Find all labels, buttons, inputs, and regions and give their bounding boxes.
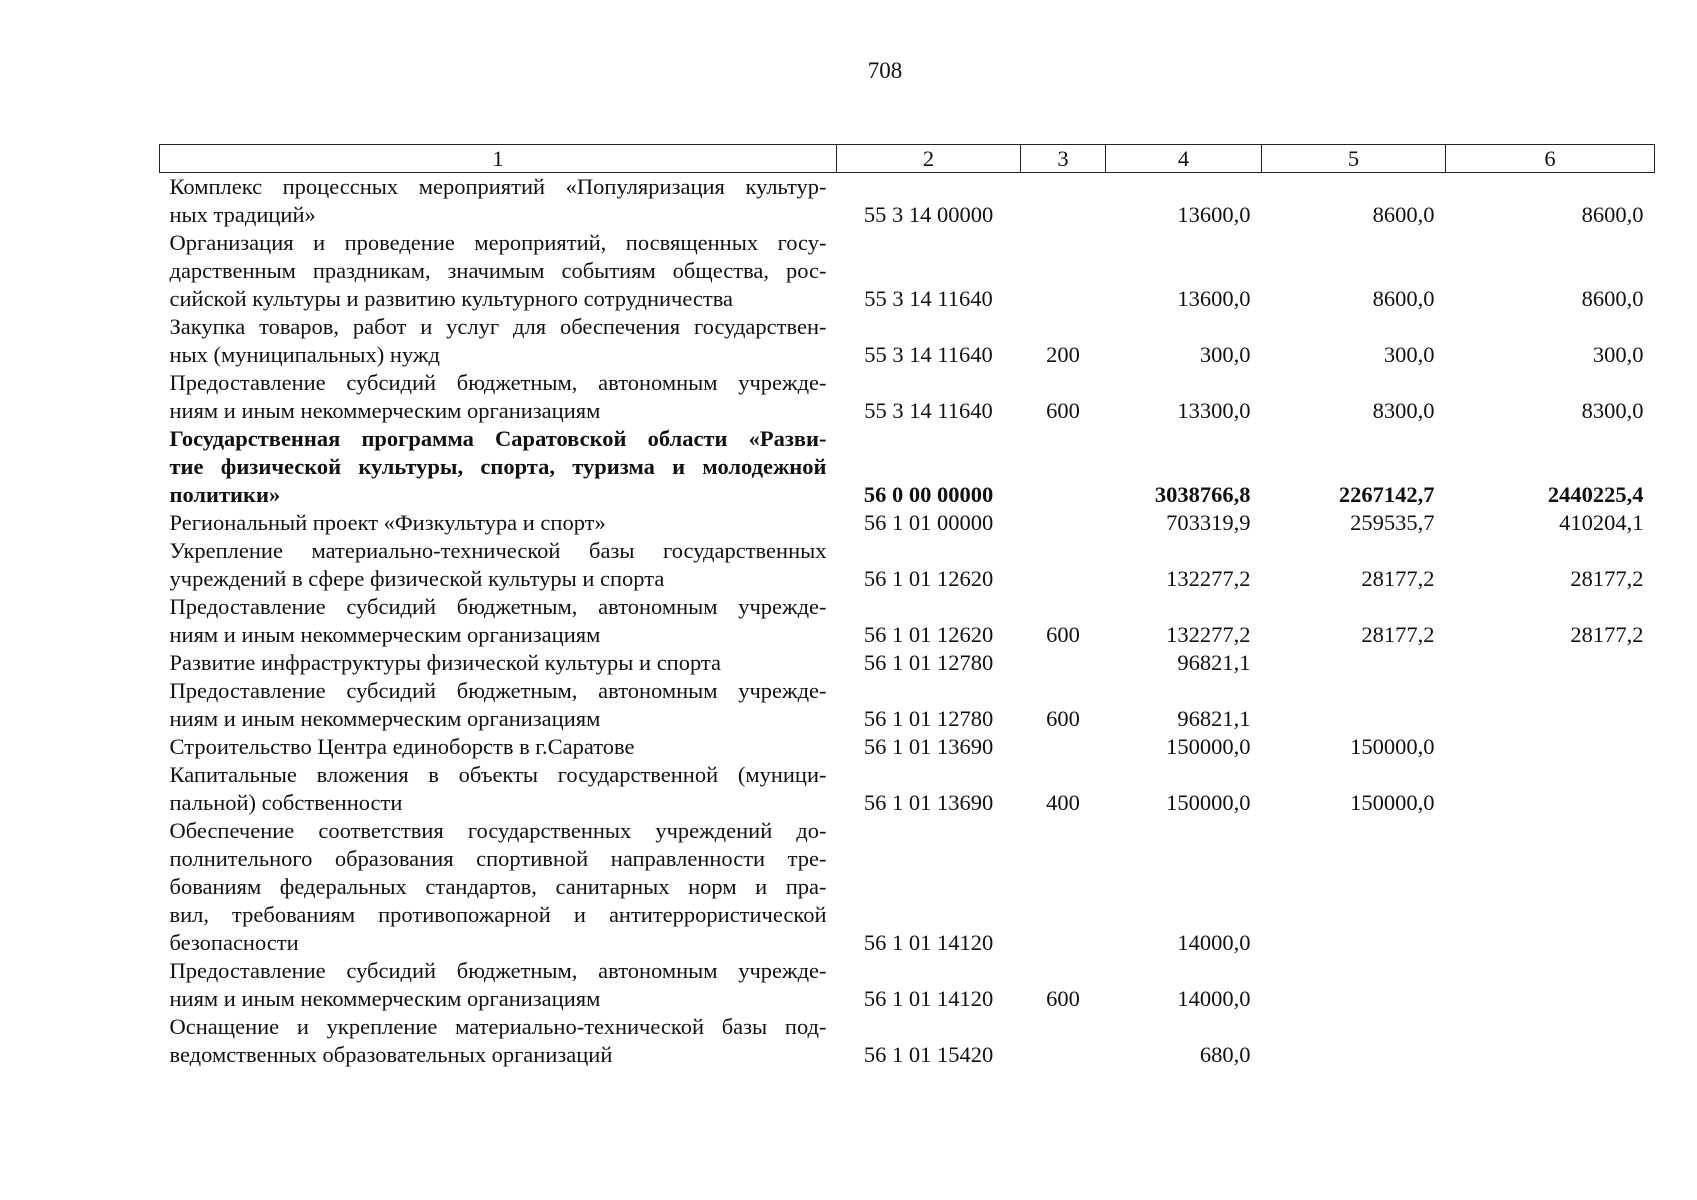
expense-type: 600 [1046,986,1080,1011]
amount-col4: 680,0 [1199,1042,1251,1067]
amount-col4: 13300,0 [1177,398,1251,423]
target-code: 56 1 01 14120 [863,930,994,955]
table-row [160,1013,1655,1069]
table-row [160,761,1655,817]
target-code: 55 3 14 11640 [864,398,993,423]
row-description [160,313,837,369]
amount-col5: 300,0 [1383,342,1435,367]
expense-type [1021,1013,1106,1069]
target-code: 56 1 01 13690 [863,790,994,815]
amount-col6 [1446,817,1655,957]
amount-col6 [1446,733,1655,761]
row-description [160,761,837,817]
amount-col5: 28177,2 [1361,622,1435,647]
description-line: ниям и иным некоммерческим организациям [169,706,601,731]
description-line: Развитие инфраструктуры физической культуры и спорта [169,650,722,675]
expense-type: 400 [1046,790,1080,815]
amount-col4: 13600,0 [1177,202,1251,227]
row-description [160,957,837,1013]
expense-type [1021,425,1106,509]
amount-col5: 28177,2 [1361,566,1435,591]
expense-type [1021,649,1106,677]
description-line: ведомственных образовательных организаций [169,1042,613,1067]
expense-type [1021,817,1106,957]
expense-type [1021,733,1106,761]
description-line: вил, требованиям противопожарной и антитеррористической [169,902,827,927]
expense-type [1021,509,1106,537]
target-code: 56 1 01 00000 [863,510,994,535]
target-code: 56 1 01 12780 [863,650,994,675]
row-description [160,229,837,313]
header-cell: 2 [837,145,1021,173]
amount-col5: 150000,0 [1350,790,1435,815]
amount-col6 [1446,649,1655,677]
amount-col4: 150000,0 [1166,790,1251,815]
description-line: Закупка товаров, работ и услуг для обеспечения государствен- [169,314,827,339]
description-line: дарственным праздникам, значимым событиям общества, рос- [169,258,827,283]
expense-type: 600 [1046,622,1080,647]
description-line: безопасности [169,930,299,955]
description-line: сийской культуры и развитию культурного сотрудничества [169,286,734,311]
table-row [160,733,1655,761]
row-description [160,677,837,733]
description-line: ных традиций» [169,202,316,227]
description-line: бованиям федеральных стандартов, санитарных норм и пра- [169,874,827,899]
amount-col4: 703319,9 [1166,510,1251,535]
expense-type [1021,173,1106,230]
description-line: пальной) собственности [169,790,403,815]
table-row [160,537,1655,593]
amount-col4: 13600,0 [1177,286,1251,311]
table-row [160,425,1655,509]
description-line: Организация и проведение мероприятий, посвященных госу- [169,230,827,255]
amount-col4: 132277,2 [1166,566,1251,591]
table-row [160,313,1655,369]
amount-col5 [1262,677,1446,733]
description-line: политики» [169,482,281,507]
amount-col5: 8300,0 [1372,398,1435,423]
table-row [160,817,1655,957]
amount-col6 [1446,677,1655,733]
table-row [160,229,1655,313]
expense-type: 600 [1046,398,1080,423]
amount-col6 [1446,1013,1655,1069]
description-line: Укрепление материально-технической базы государственных [169,538,827,563]
target-code: 55 3 14 11640 [864,286,993,311]
header-cell: 1 [160,145,837,173]
amount-col4: 14000,0 [1177,930,1251,955]
row-description [160,817,837,957]
expense-type: 200 [1046,342,1080,367]
table-body [160,173,1655,1070]
target-code: 56 1 01 12620 [863,622,994,647]
description-line: Строительство Центра единоборств в г.Саратове [169,734,635,759]
amount-col5: 150000,0 [1350,734,1435,759]
description-line: учреждений в сфере физической культуры и спорта [169,566,665,591]
header-cell: 3 [1021,145,1106,173]
expense-type [1021,229,1106,313]
description-line: Обеспечение соответствия государственных учреждений до- [169,818,827,843]
amount-col6: 28177,2 [1570,566,1644,591]
amount-col6: 2440225,4 [1547,482,1644,507]
target-code: 56 0 00 00000 [863,482,994,507]
row-description [160,369,837,425]
budget-table [159,144,1655,1069]
expense-type: 600 [1046,706,1080,731]
row-description [160,509,837,537]
description-line: ниям и иным некоммерческим организациям [169,622,601,647]
description-line: Капитальные вложения в объекты государственной (муници- [169,762,827,787]
row-description [160,593,837,649]
description-line: Предоставление субсидий бюджетным, автономным учрежде- [169,594,827,619]
description-line: ниям и иным некоммерческим организациям [169,986,601,1011]
amount-col5: 8600,0 [1372,202,1435,227]
header-cell: 4 [1106,145,1262,173]
table-row [160,509,1655,537]
table-row [160,649,1655,677]
row-description [160,733,837,761]
description-line: ных (муниципальных) нужд [169,342,440,367]
row-description [160,1013,837,1069]
description-line: Предоставление субсидий бюджетным, автономным учрежде- [169,958,827,983]
amount-col6: 8300,0 [1581,398,1644,423]
description-line: Предоставление субсидий бюджетным, автономным учрежде- [169,370,827,395]
table-row [160,593,1655,649]
row-description [160,173,837,230]
table-row [160,369,1655,425]
amount-col6: 300,0 [1592,342,1644,367]
amount-col4: 300,0 [1199,342,1251,367]
target-code: 56 1 01 14120 [863,986,994,1011]
row-description [160,537,837,593]
target-code: 56 1 01 13690 [863,734,994,759]
description-line: тие физической культуры, спорта, туризма и молодежной [169,454,827,479]
amount-col4: 96821,1 [1177,706,1251,731]
page-number: 708 [867,58,903,83]
row-description [160,425,837,509]
amount-col5 [1262,817,1446,957]
row-description [160,649,837,677]
amount-col4: 96821,1 [1177,650,1251,675]
amount-col5 [1262,957,1446,1013]
amount-col6: 28177,2 [1570,622,1644,647]
amount-col5 [1262,649,1446,677]
target-code: 56 1 01 12780 [863,706,994,731]
description-line: Комплекс процессных мероприятий «Популяризация культур- [169,174,827,199]
amount-col6: 8600,0 [1581,202,1644,227]
amount-col6: 410204,1 [1559,510,1644,535]
amount-col6 [1446,957,1655,1013]
description-line: ниям и иным некоммерческим организациям [169,398,601,423]
amount-col5: 259535,7 [1350,510,1435,535]
table-row [160,677,1655,733]
amount-col4: 14000,0 [1177,986,1251,1011]
amount-col6 [1446,761,1655,817]
table-row [160,173,1655,230]
amount-col5: 8600,0 [1372,286,1435,311]
header-row [160,145,1655,173]
expense-type [1021,537,1106,593]
description-line: полнительного образования спортивной направленности тре- [169,846,827,871]
amount-col4: 132277,2 [1166,622,1251,647]
target-code: 55 3 14 11640 [864,342,993,367]
description-line: Оснащение и укрепление материально-технической базы под- [169,1014,827,1039]
amount-col4: 3038766,8 [1154,482,1251,507]
target-code: 55 3 14 00000 [863,202,994,227]
description-line: Региональный проект «Физкультура и спорт» [169,510,606,535]
header-cell: 6 [1446,145,1655,173]
target-code: 56 1 01 12620 [863,566,994,591]
amount-col5: 2267142,7 [1338,482,1435,507]
target-code: 56 1 01 15420 [863,1042,994,1067]
description-line: Государственная программа Саратовской области «Разви- [169,426,827,451]
amount-col5 [1262,1013,1446,1069]
table-row [160,957,1655,1013]
amount-col6: 8600,0 [1581,286,1644,311]
header-cell: 5 [1262,145,1446,173]
amount-col4: 150000,0 [1166,734,1251,759]
description-line: Предоставление субсидий бюджетным, автономным учрежде- [169,678,827,703]
